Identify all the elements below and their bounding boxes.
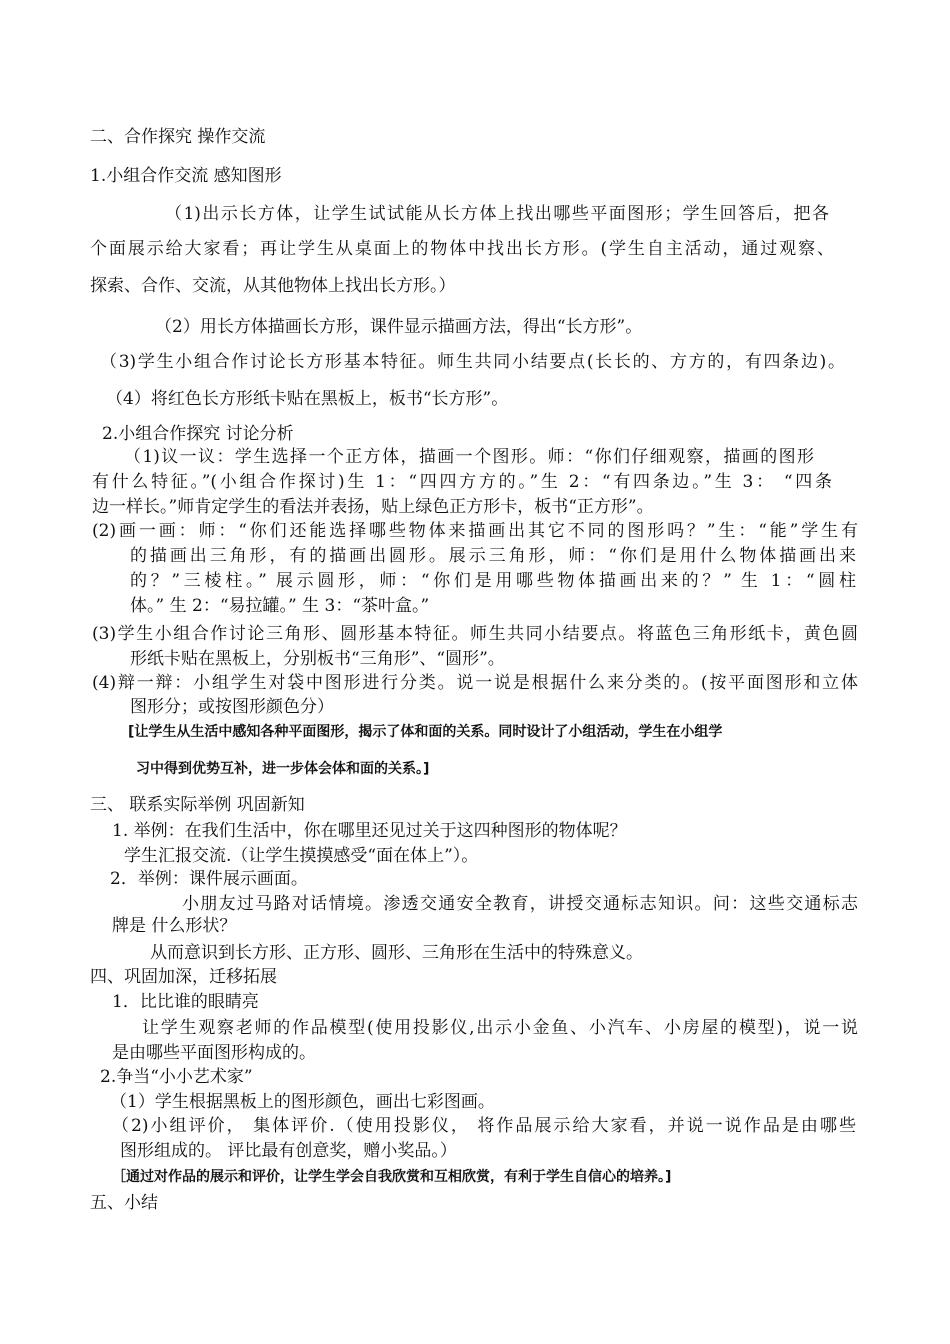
- example-1-line-2: 学生汇报交流.（让学生摸摸感受“面在体上”）。: [124, 846, 479, 866]
- example-2-line-2: 牌是 什么形状？: [112, 916, 237, 936]
- q2-line-3: 的？”三棱柱。” 展示圆形，师：“你们是用哪些物体描画出来的？” 生 1：“圆柱: [130, 571, 856, 591]
- q1-line-1: （1)议一议：学生选择一个正方体，描画一个图形。师：“你们仔细观察，描画的图形: [124, 447, 814, 467]
- activity-1-line-1: 让学生观察老师的作品模型(使用投影仪,出示小金鱼、小汽车、小房屋的模型)，说一说: [142, 1018, 858, 1038]
- subsection-1-title: 1.小组合作交流 感知图形: [90, 166, 282, 186]
- example-2-title: 2．举例：课件展示画面。: [110, 869, 308, 889]
- q2-line-1: (2)画一画：师：“你们还能选择哪些物体来描画出其它不同的图形吗？”生：“能”学生有: [92, 521, 858, 541]
- q3-line-2: 形纸卡贴在黑板上，分别板书“三角形”、“圆形”。: [130, 649, 505, 669]
- q2-line-2: 的描画出三角形，有的描画出圆形。展示三角形，师：“你们是用什么物体描画出来: [130, 546, 856, 566]
- paragraph-2: （2）用长方体描画长方形，课件显示描画方法，得出“长方形”。: [155, 317, 643, 337]
- section-2-heading: 二、合作探究 操作交流: [90, 127, 266, 147]
- teaching-note-2: ［通过对作品的展示和评价，让学生学会自我欣赏和互相欣赏，有利于学生自信心的培养。]: [112, 1169, 672, 1185]
- q1-line-3: 边一样长。”师肯定学生的看法并表扬，贴上绿色正方形卡，板书“正方形”。: [92, 497, 654, 517]
- paragraph-3: （3)学生小组合作讨论长方形基本特征。师生共同小结要点(长长的、方方的，有四条边)。: [100, 352, 845, 372]
- paragraph-1-line-1: （1)出示长方体，让学生试试能从长方体上找出哪些平面图形；学生回答后，把各: [165, 204, 829, 224]
- teaching-note-1-line-1: [让学生从生活中感知各种平面图形，揭示了体和面的关系。同时设计了小组活动，学生在小组学: [128, 724, 723, 740]
- q2-line-4: 体。” 生 2：“易拉罐。” 生 3：“茶叶盒。”: [130, 596, 430, 616]
- example-2-line-3: 从而意识到长方形、正方形、圆形、三角形在生活中的特殊意义。: [150, 943, 643, 963]
- q4-line-1: (4)辩一辩：小组学生对袋中图形进行分类。说一说是根据什么来分类的。(按平面图形和立体: [92, 673, 858, 693]
- paragraph-1-line-2: 个面展示给大家看；再让学生从桌面上的物体中找出长方形。(学生自主活动，通过观察、: [90, 239, 834, 259]
- activity-1-line-2: 是由哪些平面图形构成的。: [112, 1043, 316, 1063]
- example-1-line-1: 1. 举例：在我们生活中，你在哪里还见过关于这四种图形的物体呢？: [112, 821, 627, 841]
- section-3-heading: 三、 联系实际举例 巩固新知: [90, 795, 305, 815]
- subsection-2-title: 2.小组合作探究 讨论分析: [102, 424, 294, 444]
- paragraph-1-line-3: 探索、合作、交流，从其他物体上找出长方形。）: [90, 276, 456, 296]
- section-5-heading: 五、小结: [90, 1193, 158, 1213]
- teaching-note-1-line-2: 习中得到优势互补，进一步体会体和面的关系。]: [136, 761, 430, 777]
- example-2-line-1: 小朋友过马路对话情境。渗透交通安全教育，讲授交通标志知识。问：这些交通标志: [182, 894, 858, 914]
- q3-line-1: (3)学生小组合作讨论三角形、圆形基本特征。师生共同小结要点。将蓝色三角形纸卡，黄色圆: [92, 624, 858, 644]
- q4-line-2: 图形分；或按图形颜色分）: [130, 697, 334, 717]
- activity-2-item-1: （1）学生根据黑板上的图形颜色，画出七彩图画。: [110, 1092, 495, 1112]
- q1-line-2: 有什么特征。”(小组合作探讨)生 1：“四四方方的。”生 2：“有四条边。”生 3： “四条: [92, 472, 832, 492]
- paragraph-4: （4）将红色长方形纸卡贴在黑板上，板书“长方形”。: [106, 389, 509, 409]
- activity-2-title: 2.争当“小小艺术家”: [100, 1067, 253, 1087]
- activity-2-item-2-line-1: （2)小组评价， 集体评价.（使用投影仪， 将作品展示给大家看，并说一说作品是由哪些: [112, 1116, 856, 1136]
- section-4-heading: 四、巩固加深，迁移拓展: [90, 967, 277, 987]
- activity-2-item-2-line-2: 图形组成的。 评比最有创意奖，赠小奖品。）: [120, 1141, 457, 1161]
- activity-1-title: 1．比比谁的眼睛亮: [112, 992, 259, 1012]
